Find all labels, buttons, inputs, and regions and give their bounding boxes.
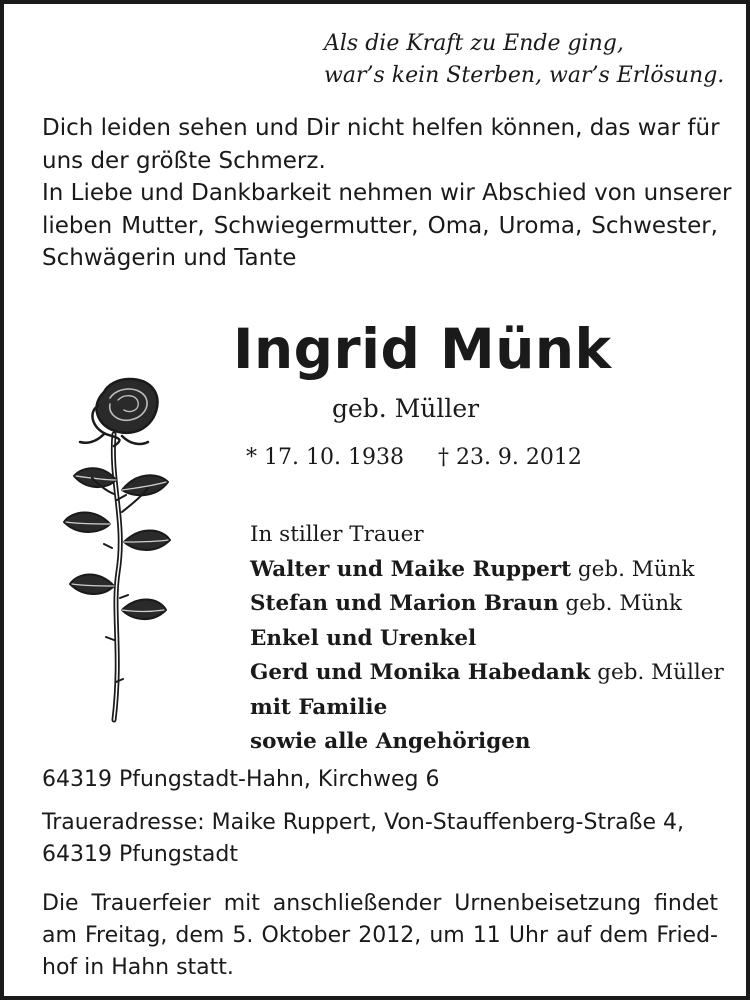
mourner-entry <box>250 691 724 726</box>
home-address: 64319 Pfungstadt-Hahn, Kirchweg 6 <box>42 767 440 792</box>
life-dates <box>246 445 582 470</box>
mourning-address-line-1: Traueradresse: Maike Ruppert, Von-Stauffenberg-Straße 4, <box>42 810 684 835</box>
mourner-entry <box>250 587 724 622</box>
epitaph-line-2: war’s kein Sterben, war’s Erlösung. <box>324 63 725 88</box>
mourner-suffix: geb. Müller <box>590 660 724 685</box>
epitaph-quote <box>324 28 724 92</box>
mourner-entry <box>250 725 724 760</box>
mourners-heading: In stiller Trauer <box>250 522 424 547</box>
mourning-address-line-2: 64319 Pfungstadt <box>42 842 239 867</box>
intro-line-4: lieben Mutter, Schwiegermutter, Oma, Uroma, Schwester, <box>42 212 718 239</box>
mourners-list <box>250 518 724 760</box>
address-block <box>42 764 684 871</box>
mourner-suffix: geb. Münk <box>571 556 695 582</box>
intro-line-3: In Liebe und Dankbarkeit nehmen wir Abschied von unserer <box>42 180 732 207</box>
intro-line-5: Schwägerin und Tante <box>42 245 297 272</box>
mourner-entry <box>250 553 724 588</box>
mourner-name: mit Familie <box>250 694 388 720</box>
mourner-name: Gerd und Monika Habedank <box>250 660 591 685</box>
notice-line-3: hof in Hahn statt. <box>42 955 234 980</box>
notice-line-2: am Freitag, dem 5. Oktober 2012, um 11 Uhr auf dem Fried- <box>42 923 718 948</box>
mourner-entry <box>250 622 724 657</box>
mourner-entry <box>250 656 724 691</box>
funeral-notice <box>42 888 718 984</box>
mourner-suffix: geb. Münk <box>558 591 683 616</box>
mourner-name: Stefan und Marion Braun <box>250 591 559 616</box>
rose-icon <box>52 372 182 728</box>
mourner-name: Walter und Maike Ruppert <box>250 556 572 582</box>
notice-line-1: Die Trauerfeier mit anschließender Urnenbeisetzung findet <box>42 891 718 916</box>
death-date: † 23. 9. 2012 <box>437 445 582 470</box>
mourner-name: Enkel und Urenkel <box>250 625 477 651</box>
deceased-name: Ingrid Münk <box>233 317 612 381</box>
maiden-name: geb. Müller <box>332 394 480 423</box>
intro-line-2: uns der größte Schmerz. <box>42 147 326 174</box>
birth-date: * 17. 10. 1938 <box>246 445 404 470</box>
intro-line-1: Dich leiden sehen und Dir nicht helfen können, das war für <box>42 115 720 141</box>
epitaph-line-1: Als die Kraft zu Ende ging, <box>324 31 624 56</box>
intro-text <box>42 112 732 275</box>
mourner-name: sowie alle Angehörigen <box>250 729 531 754</box>
